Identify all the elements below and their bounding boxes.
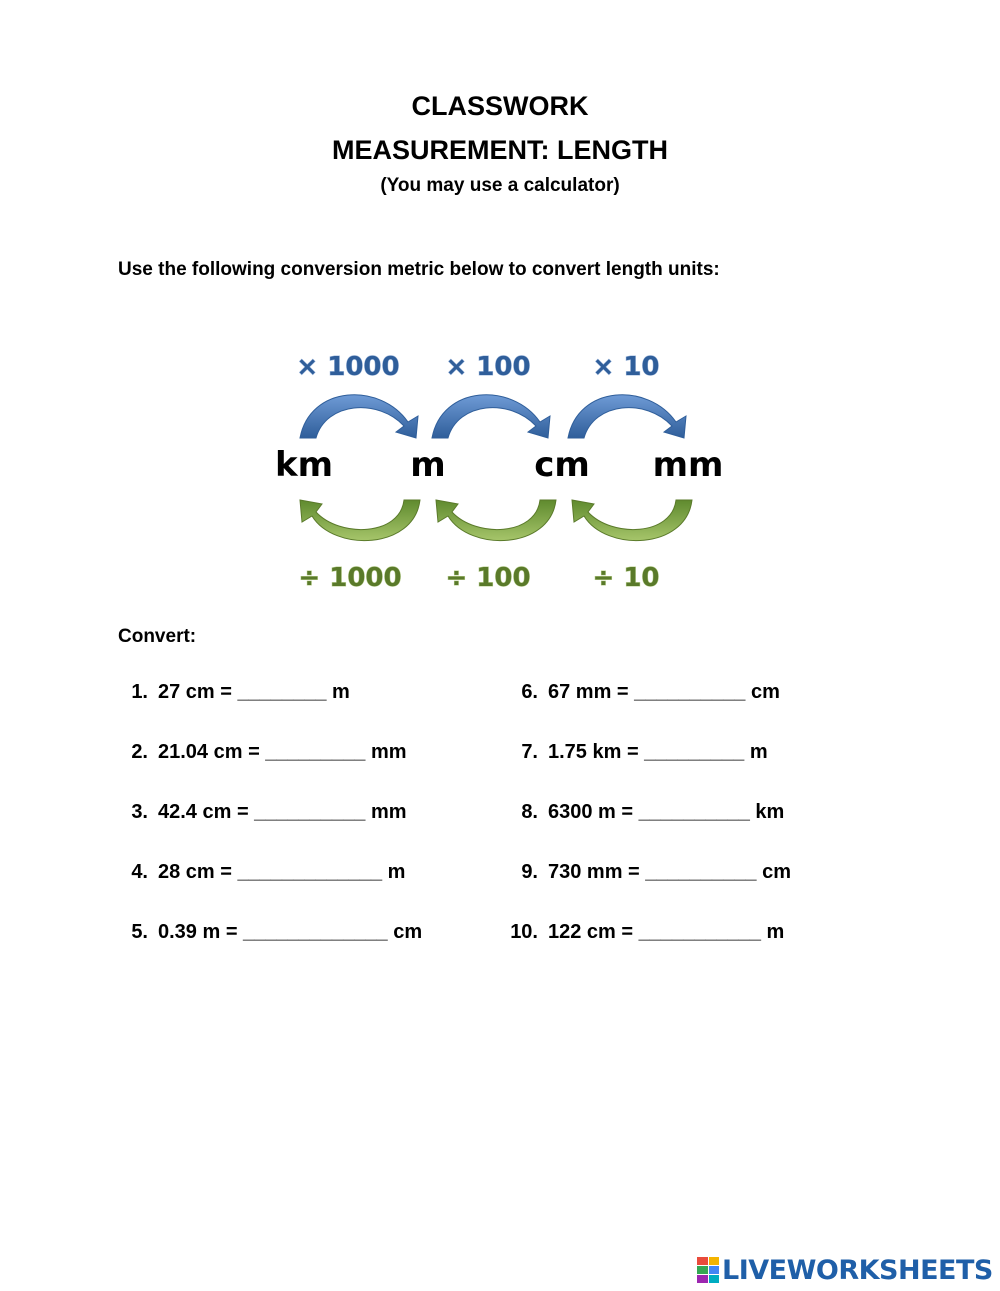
- question-number: 8.: [521, 801, 538, 823]
- multiply-label-cm-mm: × 10: [592, 352, 660, 382]
- question-text: 122 cm = ___________ m: [548, 921, 785, 943]
- question-4[interactable]: [108, 861, 405, 884]
- question-number: 3.: [131, 801, 148, 823]
- unit-km: km: [274, 445, 334, 485]
- logo-text: LIVEWORKSHEETS: [722, 1254, 993, 1286]
- question-text: 67 mm = __________ cm: [548, 681, 780, 703]
- question-text: 730 mm = __________ cm: [548, 861, 791, 883]
- worksheet-subtitle: MEASUREMENT: LENGTH: [332, 135, 668, 165]
- question-text: 0.39 m = _____________ cm: [158, 921, 423, 943]
- divide-label-mm-cm: ÷ 10: [592, 563, 660, 593]
- multiply-label-km-m: × 1000: [296, 352, 400, 382]
- question-text: 28 cm = _____________ m: [158, 861, 406, 883]
- question-6[interactable]: [498, 681, 780, 704]
- unit-m: m: [410, 445, 446, 485]
- question-text: 27 cm = ________ m: [158, 681, 350, 703]
- question-number: 5.: [131, 921, 148, 943]
- instruction-text: Use the following conversion metric below to convert length units:: [118, 259, 720, 280]
- worksheet-title: CLASSWORK: [411, 91, 589, 121]
- divide-label-m-km: ÷ 1000: [298, 563, 402, 593]
- logo-mark-icon: [697, 1257, 719, 1283]
- question-number: 10.: [510, 921, 538, 943]
- question-text: 21.04 cm = _________ mm: [158, 741, 407, 763]
- unit-mm: mm: [652, 445, 724, 485]
- question-number: 6.: [521, 681, 538, 703]
- question-number: 4.: [131, 861, 148, 883]
- calculator-note: (You may use a calculator): [380, 175, 620, 196]
- divide-arrow-mm-cm: [572, 500, 692, 541]
- question-10[interactable]: [498, 921, 784, 944]
- liveworksheets-logo[interactable]: [697, 1254, 993, 1286]
- question-text: 1.75 km = _________ m: [548, 741, 768, 763]
- question-text: 42.4 cm = __________ mm: [158, 801, 407, 823]
- question-number: 1.: [131, 681, 148, 703]
- question-5[interactable]: [108, 921, 422, 944]
- multiply-arrow-cm-mm: [568, 395, 686, 438]
- divide-arrow-m-km: [300, 500, 420, 541]
- question-number: 2.: [131, 741, 148, 763]
- unit-cm: cm: [534, 445, 590, 485]
- question-text: 6300 m = __________ km: [548, 801, 785, 823]
- question-number: 9.: [521, 861, 538, 883]
- convert-label: Convert:: [118, 626, 197, 647]
- conversion-diagram-svg: [260, 340, 740, 610]
- divide-label-cm-m: ÷ 100: [445, 563, 531, 593]
- divide-arrow-cm-m: [436, 500, 556, 541]
- question-9[interactable]: [498, 861, 791, 884]
- question-7[interactable]: [498, 741, 768, 764]
- question-8[interactable]: [498, 801, 784, 824]
- multiply-arrow-km-m: [300, 395, 418, 438]
- conversion-diagram: [260, 340, 740, 610]
- multiply-arrow-m-cm: [432, 395, 550, 438]
- question-1[interactable]: [108, 681, 350, 704]
- multiply-label-m-cm: × 100: [445, 352, 531, 382]
- question-number: 7.: [521, 741, 538, 763]
- question-2[interactable]: [108, 741, 407, 764]
- question-3[interactable]: [108, 801, 407, 824]
